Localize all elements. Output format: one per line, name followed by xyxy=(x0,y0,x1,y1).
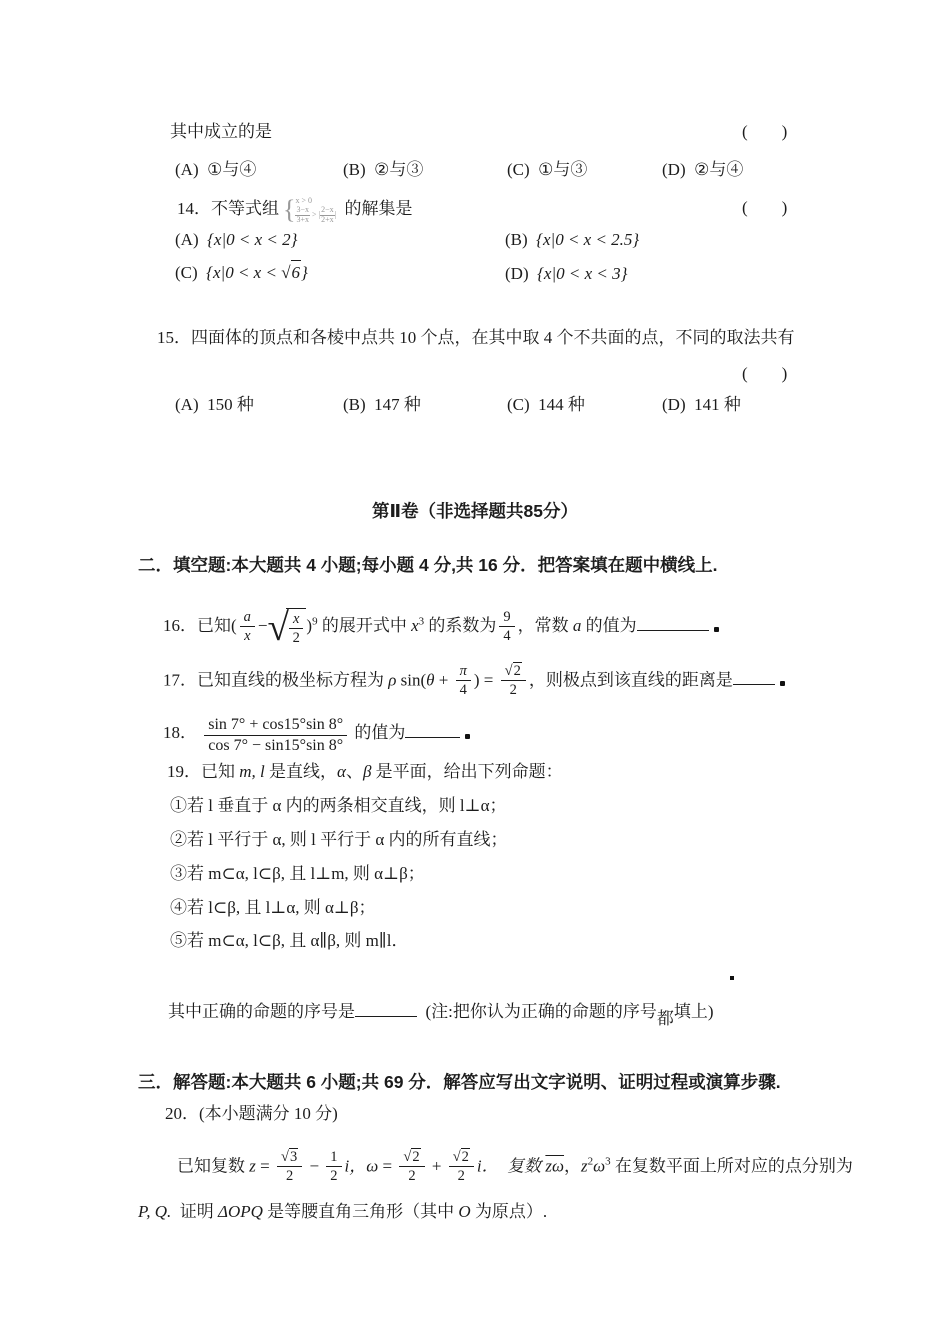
part2-heading: 第Ⅱ卷（非选择题共85分） xyxy=(372,501,578,521)
option-text: ①与④ xyxy=(207,160,257,179)
answer-blank xyxy=(637,612,709,631)
answer-blank xyxy=(405,719,460,738)
fraction: $\frac{√2}{2}$ xyxy=(501,662,526,698)
question-number: 15． xyxy=(157,328,191,347)
option-text: {x|0 < x < xyxy=(206,263,282,282)
statement-5: ⑤若 m⊂α, l⊂β, 且 α∥β, 则 m∥l． xyxy=(170,931,409,950)
part3-section-intro: 三．解答题:本大题共 6 小题;共 69 分．解答应写出文字说明、证明过程或演算步骤. xyxy=(138,1072,781,1092)
option-label: (A) xyxy=(175,230,199,249)
exponent: 2 xyxy=(587,1155,594,1168)
fraction: $\frac{\sin 7^\circ + \cos 15^\circ\sin 8^\circ}{\cos 7^\circ - \sin 15^\circ\sin 8^\circ}$ xyxy=(204,716,347,755)
question-14-stem xyxy=(177,194,413,227)
option-label: (A) xyxy=(175,160,199,179)
stray-dot xyxy=(730,976,734,980)
question-17: 17．已知直线的极坐标方程为 ρ sin(θ + $\frac{\pi}{4}$ ) = $\frac{√2}{2}$ ，则极点到该直线的距离是 xyxy=(163,662,785,698)
lowered-char: 都 xyxy=(656,1008,674,1028)
option-label: (D) xyxy=(662,160,686,179)
question-18: 18． $\frac{\sin 7^\circ + \cos 15^\circ\sin 8^\circ}{\cos 7^\circ - \sin 15^\circ\sin 8^\circ}$ 的值为 xyxy=(163,716,470,755)
q19-conclusion: 其中正确的命题的序号是 (注:把你认为正确的命题的序号都填上) xyxy=(168,998,714,1024)
option-text: {x|0 < x < 2.5} xyxy=(536,230,640,249)
stem-text: 的解集是 xyxy=(344,199,413,219)
option-label: (D) xyxy=(505,264,529,283)
conjugate-overline: $\overline{z\omega}$ xyxy=(545,1156,565,1176)
option-text: ①与③ xyxy=(538,160,588,179)
statement-3: ③若 m⊂α, l⊂β, 且 l⊥m, 则 α⊥β； xyxy=(170,864,425,883)
question-number: 18． xyxy=(163,722,197,742)
exponent: 3 xyxy=(605,1155,611,1168)
system-row-1: x > 0 xyxy=(295,195,312,205)
fraction: $\frac{√2}{2}$ xyxy=(399,1148,424,1184)
q13-option-c xyxy=(507,158,587,182)
q15-option-b xyxy=(343,393,421,417)
option-label: (B) xyxy=(343,395,366,414)
q14-option-c: (C) {x|0 < x < √6} xyxy=(175,260,308,285)
fraction: $\frac{x}{2}$ xyxy=(289,611,303,646)
option-label: (A) xyxy=(175,395,199,414)
question-number: 17． xyxy=(163,670,197,690)
option-label: (C) xyxy=(507,395,530,414)
answer-paren: ( ) xyxy=(742,364,788,383)
answer-paren: ( ) xyxy=(742,122,788,141)
fraction: $\frac{\pi}{4}$ xyxy=(456,663,471,698)
question-15-stem xyxy=(157,326,795,350)
option-label: (D) xyxy=(662,395,686,414)
sqrt-expression: √3 xyxy=(280,1149,298,1165)
question-number: 19． xyxy=(167,762,201,781)
option-text: 150 种 xyxy=(207,395,254,414)
option-label: (B) xyxy=(343,160,366,179)
fraction: $\frac{a}{x}$ xyxy=(240,609,255,644)
question-19-stem: 19．已知 m, l 是直线，α、β 是平面，给出下列命题： xyxy=(167,762,563,781)
sqrt-expression: √6 xyxy=(281,260,301,285)
sqrt-expression: √2 xyxy=(504,663,521,679)
fraction: $\frac{√3}{2}$ xyxy=(277,1148,302,1184)
part2-section-intro: 二．填空题:本大题共 4 小题;每小题 4 分,共 16 分．把答案填在题中横线上. xyxy=(138,555,718,575)
option-text: 144 种 xyxy=(538,395,585,414)
statement-2: ②若 l 平行于 α, 则 l 平行于 α 内的所有直线； xyxy=(170,830,508,849)
option-text: ②与④ xyxy=(694,160,744,179)
statement-4: ④若 l⊂β, 且 l⊥α, 则 α⊥β； xyxy=(170,898,376,917)
question-number: 14． xyxy=(177,199,211,219)
answer-paren: ( ) xyxy=(742,198,788,217)
system-row-2: $\frac{3-x}{3+x}$ > | $\frac{2-x}{2+x}$ | xyxy=(296,204,337,224)
option-text: 141 种 xyxy=(694,395,741,414)
answer-blank xyxy=(355,998,417,1017)
period-dot xyxy=(714,627,719,632)
period-dot xyxy=(465,734,470,739)
q15-option-d xyxy=(662,393,741,417)
q15-option-c xyxy=(507,393,585,417)
sqrt-expression: √2 xyxy=(403,1149,420,1165)
inequality-system xyxy=(283,194,336,227)
fraction: $\frac{1}{2}$ xyxy=(326,1149,341,1184)
question-20-number: 20．(本小题满分 10 分) xyxy=(165,1104,338,1123)
question-number: 16． xyxy=(163,616,197,636)
period-dot xyxy=(780,681,785,686)
q14-option-b xyxy=(505,228,639,252)
q13-option-a xyxy=(175,158,256,182)
q13-option-d xyxy=(662,158,743,182)
option-text: 147 种 xyxy=(374,395,421,414)
option-text: ②与③ xyxy=(374,160,424,179)
q15-option-a xyxy=(175,393,254,417)
stem-text: 其中成立的是 xyxy=(170,122,272,141)
question-20-line1: 已知复数 z = $\frac{√3}{2}$ − $\frac{1}{2}$ i，ω = $\frac{√2}{2}$ + $\frac{√2}{2}$ i． 复数 $\overline{z\omega}$，$z^2\omega^3$ 在复数平面上所对应的点分别为 xyxy=(177,1149,853,1185)
statement-1: ①若 l 垂直于 α 内的两条相交直线，则 l⊥α； xyxy=(170,796,507,815)
stem-text: 不等式组 xyxy=(211,199,279,219)
q14-option-a xyxy=(175,228,297,252)
question-20-line2: P, Q. 证明 ΔOPQ 是等腰直角三角形（其中 O 为原点）. xyxy=(138,1202,548,1221)
question-13-stem xyxy=(170,120,272,144)
stem-text: 四面体的顶点和各棱中点共 10 个点，在其中取 4 个不共面的点，不同的取法共有 xyxy=(191,328,795,347)
sqrt-expression: √2 xyxy=(452,1149,469,1165)
option-label: (C) xyxy=(175,263,198,282)
option-label: (C) xyxy=(507,160,530,179)
option-text: {x|0 < x < 3} xyxy=(537,264,628,283)
q14-option-d xyxy=(505,262,627,286)
question-16: 16．已知( $\frac{a}{x}$ −√ $\frac{x}{2}$ )$^9$ 的展开式中 $x^3$ 的系数为 $\frac{9}{4}$ ，常数 a 的值为 xyxy=(163,608,719,646)
fraction: $\frac{√2}{2}$ xyxy=(449,1148,474,1184)
exponent: 3 xyxy=(418,615,425,628)
brace: { xyxy=(283,195,296,224)
answer-blank xyxy=(733,666,775,685)
q13-option-b xyxy=(343,158,423,182)
option-label: (B) xyxy=(505,230,528,249)
exponent: 9 xyxy=(312,615,318,628)
option-text: {x|0 < x < 2} xyxy=(207,230,298,249)
sqrt-expression: √ $\frac{x}{2}$ xyxy=(268,608,307,646)
fraction: $\frac{9}{4}$ xyxy=(499,609,514,644)
